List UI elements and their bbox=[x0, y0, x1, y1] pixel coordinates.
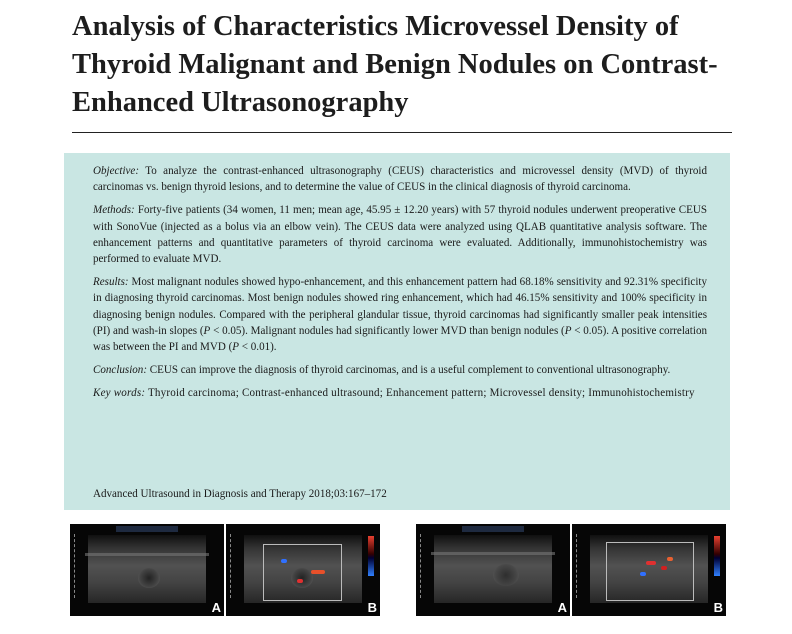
keywords-text: Thyroid carcinoma; Contrast-enhanced ultrasound; Enhancement pattern; Microvessel density; Immunohistochemistry bbox=[145, 387, 695, 400]
methods-text: Forty-five patients (34 women, 11 men; mean age, 45.95 ± 12.20 years) with 57 thyroid nodules underwent preoperative CEUS with SonoVue (injected as a bolus via an elbow vein). The CEUS data were analyzed using QLAB quantitative analysis software. The enhancement patterns and quantitative parameters of thyroid carcinoma were evaluated. Additionally, immunohistochemistry was performed to evaluate MVD. bbox=[93, 204, 707, 266]
ultrasound-texture bbox=[434, 535, 551, 603]
tissue-layer bbox=[85, 553, 208, 556]
nodule bbox=[291, 568, 313, 588]
doppler-flow-signal bbox=[646, 561, 656, 565]
keywords-paragraph bbox=[93, 385, 707, 401]
depth-scale bbox=[230, 534, 233, 598]
methods-paragraph bbox=[93, 202, 707, 267]
panel-label-b: B bbox=[367, 600, 377, 615]
panel-label-a: A bbox=[557, 600, 567, 615]
doppler-flow-signal bbox=[297, 579, 303, 583]
ultrasound-image-2a bbox=[416, 524, 570, 616]
image-header-bar bbox=[116, 526, 178, 532]
ultrasound-image-1a bbox=[70, 524, 224, 616]
results-text-4: < 0.01). bbox=[239, 341, 277, 354]
results-text-2: < 0.05). Malignant nodules had significantly lower MVD than benign nodules ( bbox=[210, 324, 565, 337]
depth-scale bbox=[420, 534, 423, 598]
ultrasound-image-1b bbox=[226, 524, 380, 616]
tissue-layer bbox=[431, 552, 554, 555]
objective-paragraph bbox=[93, 163, 707, 195]
depth-scale bbox=[576, 534, 579, 598]
ultrasound-image-2b bbox=[572, 524, 726, 616]
p-value-symbol: P bbox=[203, 324, 211, 337]
conclusion-paragraph bbox=[93, 362, 707, 378]
p-value-symbol: P bbox=[232, 341, 240, 354]
color-doppler-scale bbox=[714, 536, 720, 576]
doppler-flow-signal bbox=[311, 570, 325, 574]
results-text-1: Most malignant nodules showed hypo-enhancement, and this enhancement pattern had 68.18% sensitivity and 92.31% specificity in diagnosing thyroid carcinomas. Most benign nodules showed ring enhancement, which had 46.15% sensitivity and 100% specificity in diagnosing benign nodules. Compared with the peripheral glandular tissue, thyroid carcinomas had significantly smaller peak intensities (PI) and wash-in slopes ( bbox=[93, 276, 707, 337]
image-header-bar bbox=[462, 526, 524, 532]
results-text-3: < 0.05). A positive correlation was between the PI and MVD ( bbox=[93, 324, 707, 354]
journal-citation: Advanced Ultrasound in Diagnosis and Therapy 2018;03:167–172 bbox=[93, 488, 387, 500]
doppler-roi-box bbox=[606, 542, 694, 601]
objective-text: To analyze the contrast-enhanced ultrasonography (CEUS) characteristics and microvessel density (MVD) of thyroid carcinomas vs. benign thyroid lesions, and to determine the value of CEUS in the clinical diagnosis of thyroid carcinoma. bbox=[93, 165, 707, 194]
nodule bbox=[138, 568, 160, 588]
p-value-symbol: P bbox=[564, 324, 572, 337]
abstract-box bbox=[64, 153, 730, 510]
panel-label-a: A bbox=[211, 600, 221, 615]
results-paragraph bbox=[93, 274, 707, 355]
depth-scale bbox=[74, 534, 77, 598]
results-label: Results: bbox=[93, 276, 129, 289]
conclusion-text: CEUS can improve the diagnosis of thyroid carcinomas, and is a useful complement to conventional ultrasonography. bbox=[147, 364, 671, 377]
panel-label-b: B bbox=[713, 600, 723, 615]
objective-label: Objective: bbox=[93, 165, 139, 177]
article-title: Analysis of Characteristics Microvessel Density of Thyroid Malignant and Benign Nodules on Contrast-Enhanced Ultrasonography bbox=[72, 11, 718, 118]
color-doppler-scale bbox=[368, 536, 374, 576]
methods-label: Methods: bbox=[93, 204, 135, 217]
doppler-flow-signal bbox=[640, 572, 646, 576]
title-divider bbox=[72, 132, 732, 133]
conclusion-label: Conclusion: bbox=[93, 364, 148, 377]
keywords-label: Key words: bbox=[93, 387, 146, 400]
